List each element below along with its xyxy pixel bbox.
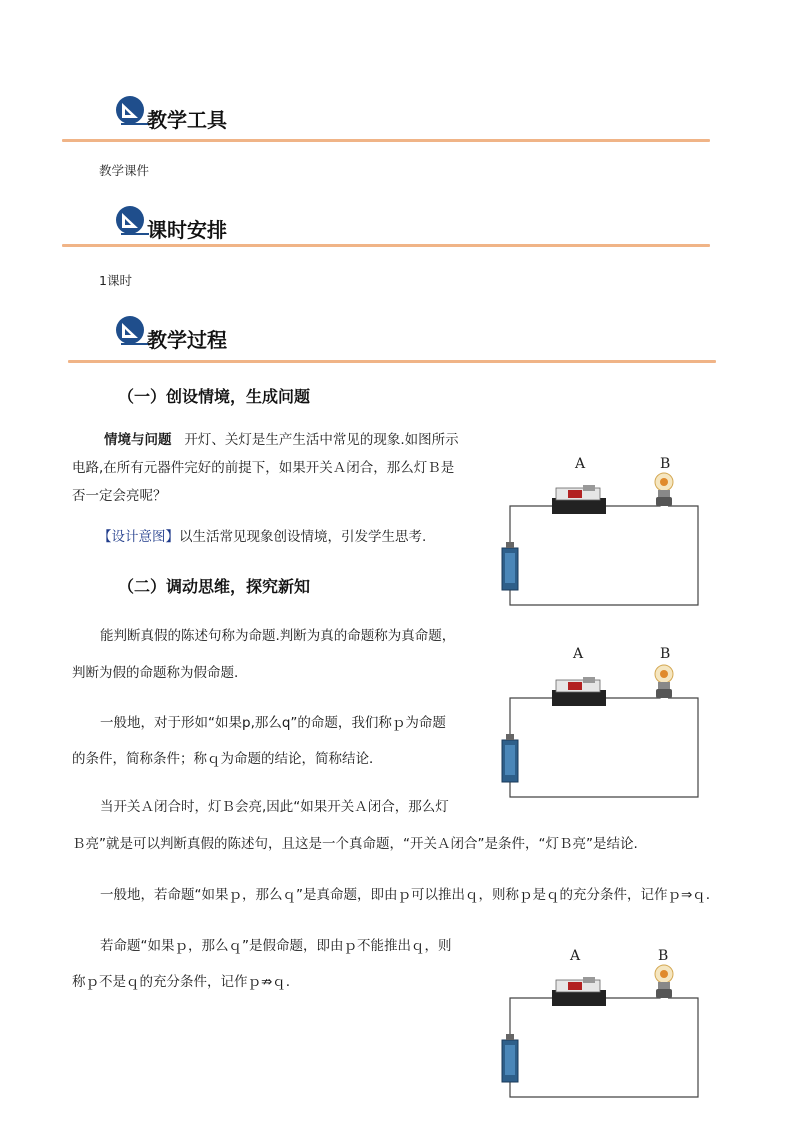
switch-label: A (575, 456, 586, 472)
switch-icon (552, 977, 606, 1006)
subsection-title-1: （一）创设情境，生成问题 (118, 387, 311, 406)
switch-label: A (573, 646, 584, 662)
tools-body: 教学课件 (99, 163, 150, 178)
battery-icon (502, 542, 518, 590)
section-title-tools: 教学工具 (147, 108, 227, 132)
situation-line-1 (104, 426, 459, 454)
switch-icon (552, 677, 606, 706)
design-text: 以生活常见现象创设情境，引发学生思考. (179, 529, 427, 545)
bulb-icon (655, 965, 673, 998)
subsection-title-2: （二）调动思维，探究新知 (118, 577, 311, 596)
set-square-icon (115, 315, 149, 349)
bulb-label: B (660, 456, 671, 472)
bulb-icon (655, 473, 673, 506)
battery-icon (502, 734, 518, 782)
schedule-body: 1课时 (99, 273, 132, 288)
section-divider (62, 244, 710, 247)
section-divider (68, 360, 716, 363)
set-square-icon (115, 95, 149, 129)
not-sufficient-line-2: 称ｐ不是ｑ的充分条件，记作ｐ⇏ｑ. (72, 974, 291, 990)
bulb-label: B (660, 646, 671, 662)
sufficient-condition: 一般地，若命题“如果ｐ，那么ｑ”是真命题，即由ｐ可以推出ｑ，则称ｐ是ｑ的充分条件，记作ｐ⇒ｑ. (100, 887, 711, 903)
bulb-icon (655, 665, 673, 698)
example-line-2: Ｂ亮”就是可以判断真假的陈述句，且这是一个真命题，“开关Ａ闭合”是条件，“灯Ｂ亮”是结论. (72, 836, 638, 852)
def1-line-1: 能判断真假的陈述句称为命题.判断为真的命题称为真命题， (100, 628, 456, 644)
situation-line-3: 否一定会亮呢？ (72, 488, 167, 504)
switch-label: A (570, 948, 581, 964)
design-label: 【设计意图】 (98, 529, 179, 545)
circuit-diagram-3 (480, 940, 710, 1105)
not-sufficient-line-1: 若命题“如果ｐ，那么ｑ”是假命题，即由ｐ不能推出ｑ，则 (100, 938, 452, 954)
def2-line-2: 的条件，简称条件；称ｑ为命题的结论，简称结论． (72, 751, 383, 767)
bulb-label: B (658, 948, 669, 964)
circuit-wires (510, 690, 698, 797)
circuit-diagram-2 (480, 640, 710, 805)
switch-icon (552, 485, 606, 514)
design-intent (98, 523, 426, 551)
circuit-diagram-1 (480, 448, 710, 613)
section-title-schedule: 课时安排 (147, 218, 227, 242)
situation-text: 开灯、关灯是生产生活中常见的现象.如图所示 (184, 432, 459, 448)
example-line-1: 当开关Ａ闭合时，灯Ｂ会亮,因此“如果开关Ａ闭合，那么灯 (100, 799, 449, 815)
battery-icon (502, 1034, 518, 1082)
situation-line-2: 电路,在所有元器件完好的前提下，如果开关Ａ闭合，那么灯Ｂ是 (72, 460, 455, 476)
section-divider (62, 139, 710, 142)
situation-label: 情境与问题 (104, 432, 172, 448)
def1-line-2: 判断为假的命题称为假命题. (72, 665, 239, 681)
set-square-icon (115, 205, 149, 239)
def2-line-1: 一般地，对于形如“如果p,那么q”的命题，我们称ｐ为命题 (100, 715, 446, 731)
circuit-wires (510, 498, 698, 605)
section-title-process: 教学过程 (147, 328, 227, 352)
circuit-wires (510, 990, 698, 1097)
